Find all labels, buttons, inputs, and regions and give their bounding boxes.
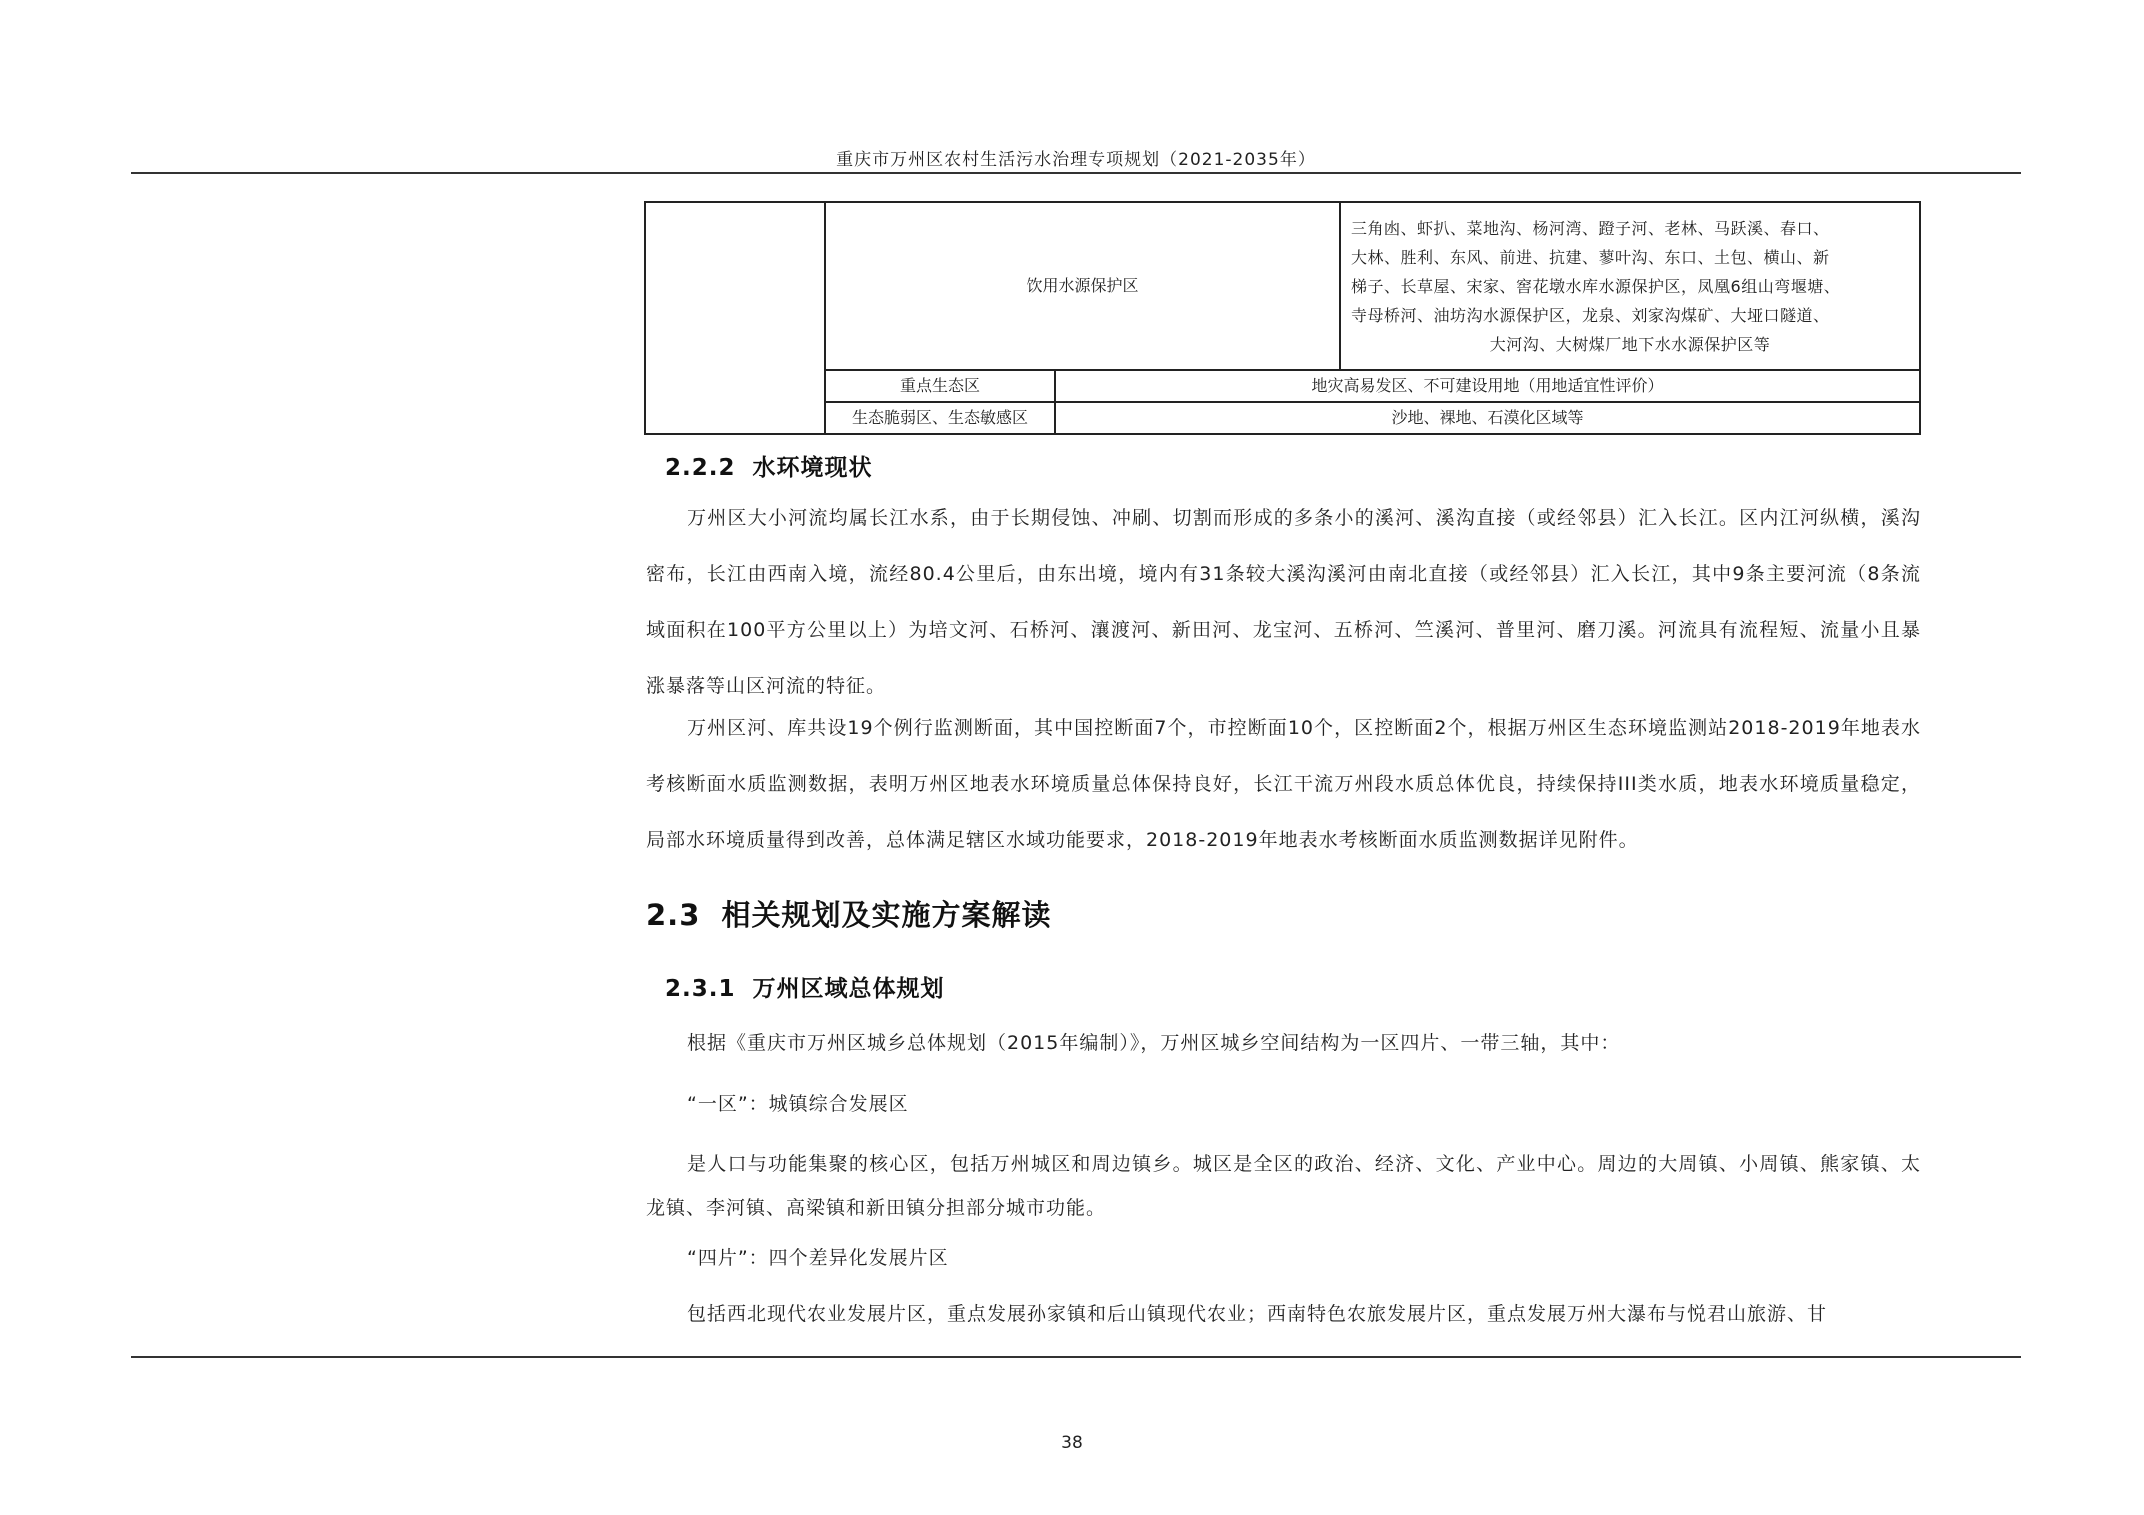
table-cell-category: 重点生态区 (825, 370, 1055, 402)
section-title: 万州区域总体规划 (752, 976, 945, 1002)
table-cell-detail-list (1340, 202, 1920, 370)
section-number: 2.2.2 (665, 455, 736, 481)
protection-zone-table (644, 201, 1919, 433)
table-detail-line: 梯子、长草屋、宋家、窖花墩水库水源保护区，凤凰6组山弯堰塘、 (1351, 276, 1841, 296)
paragraph: 根据《重庆市万州区城乡总体规划（2015年编制）》，万州区城乡空间结构为一区四片、一带三轴，其中： (687, 1032, 1621, 1054)
table-cell-category: 饮用水源保护区 (825, 202, 1340, 370)
table-detail-line: 大林、胜利、东风、前进、抗建、蓼叶沟、东口、土包、横山、新 (1351, 247, 1830, 267)
section-number: 2.3.1 (665, 976, 736, 1002)
subsection-label: “四片”：四个差异化发展片区 (687, 1247, 949, 1269)
section-heading-2-3-1 (665, 970, 945, 1003)
table-detail-line: 三角凼、虾扒、菜地沟、杨河湾、蹬子河、老林、马跃溪、春口、 (1351, 218, 1830, 238)
section-title: 相关规划及实施方案解读 (721, 898, 1052, 932)
subsection-label: “一区”：城镇综合发展区 (687, 1093, 909, 1115)
paragraph: 包括西北现代农业发展片区，重点发展孙家镇和后山镇现代农业；西南特色农旅发展片区，重点发展万州大瀑布与悦君山旅游、甘 (687, 1303, 1828, 1325)
paragraph: 万州区河、库共设19个例行监测断面，其中国控断面7个，市控断面10个，区控断面2个，根据万州区生态环境监测站2018-2019年地表水考核断面水质监测数据，表明万州区地表水环境质量总体保持良好，长江干流万州段水质总体优良，持续保持III类水质，地表水环境质量稳定，局部水环境质量得到改善，总体满足辖区水域功能要求，2018-2019年地表水考核断面水质监测数据详见附件。 (646, 717, 1921, 851)
table-cell-detail: 沙地、裸地、石漠化区域等 (1055, 402, 1920, 434)
page-number: 38 (1061, 1433, 1083, 1453)
table-cell-category: 生态脆弱区、生态敏感区 (825, 402, 1055, 434)
table-cell-detail: 地灾高易发区、不可建设用地（用地适宜性评价） (1055, 370, 1920, 402)
page-header: 重庆市万州区农村生活污水治理专项规划（2021-2035年） (836, 150, 1316, 170)
section-heading-2-3 (646, 893, 1052, 934)
header-rule (131, 172, 2021, 174)
section-number: 2.3 (646, 898, 701, 932)
table-detail-line: 寺母桥河、油坊沟水源保护区，龙泉、刘家沟煤矿、大垭口隧道、 (1351, 305, 1830, 325)
table-cell-empty (645, 202, 825, 434)
section-title: 水环境现状 (752, 455, 873, 481)
paragraph: 是人口与功能集聚的核心区，包括万州城区和周边镇乡。城区是全区的政治、经济、文化、产业中心。周边的大周镇、小周镇、熊家镇、太龙镇、李河镇、高梁镇和新田镇分担部分城市功能。 (646, 1153, 1921, 1219)
section-heading-2-2-2 (665, 449, 873, 482)
footer-rule (131, 1356, 2021, 1358)
table-detail-line: 大河沟、大树煤厂地下水水源保护区等 (1489, 334, 1771, 354)
paragraph: 万州区大小河流均属长江水系，由于长期侵蚀、冲刷、切割而形成的多条小的溪河、溪沟直接（或经邻县）汇入长江。区内江河纵横，溪沟密布，长江由西南入境，流经80.4公里后，由东出境，境内有31条较大溪沟溪河由南北直接（或经邻县）汇入长江，其中9条主要河流（8条流域面积在100平方公里以上）为培文河、石桥河、瀼渡河、新田河、龙宝河、五桥河、竺溪河、普里河、磨刀溪。河流具有流程短、流量小且暴涨暴落等山区河流的特征。 (646, 507, 1921, 697)
